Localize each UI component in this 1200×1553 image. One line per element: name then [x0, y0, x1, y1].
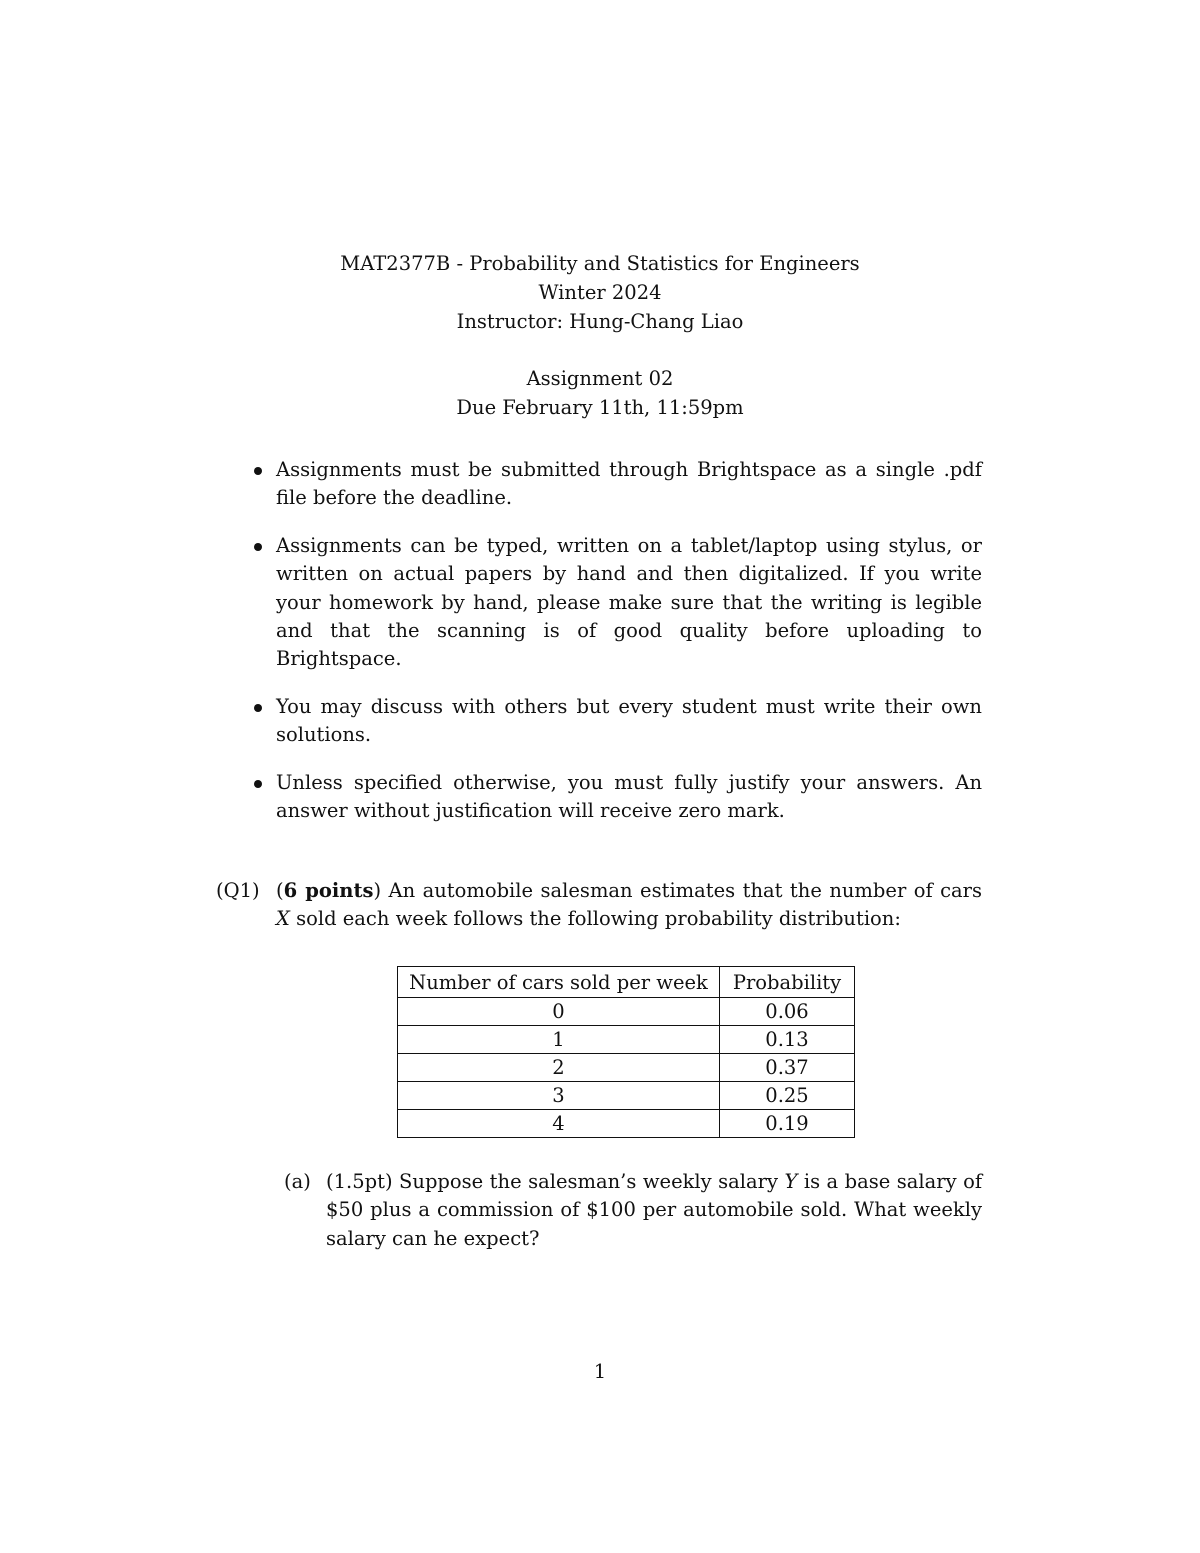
instruction-text: Assignments must be submitted through Brightspace as a single .pdf file before the deadline. — [276, 458, 982, 510]
instruction-item — [252, 693, 982, 750]
instruction-item — [252, 532, 982, 674]
instructions-list — [252, 456, 982, 844]
instructor: Instructor: Hung-Chang Liao — [456, 310, 744, 333]
subquestion-text-part1: Suppose the salesman’s weekly salary — [399, 1170, 778, 1193]
instruction-text: Unless specified otherwise, you must fully justify your answers. An answer without justification will receive zero mark. — [276, 770, 982, 823]
bullet-icon — [254, 780, 262, 788]
probability-cell: 0.13 — [720, 1026, 855, 1054]
question-points: 6 points — [283, 879, 374, 902]
course-title: MAT2377B - Probability and Statistics for Engineers — [340, 252, 860, 275]
cars-cell: 4 — [398, 1110, 720, 1138]
table-header-row — [398, 967, 855, 998]
probability-cell: 0.25 — [720, 1082, 855, 1110]
table-row — [398, 998, 855, 1026]
table-row — [398, 1054, 855, 1082]
variable-x: X — [276, 907, 290, 931]
probability-cell: 0.19 — [720, 1110, 855, 1138]
cars-cell: 1 — [398, 1026, 720, 1054]
instruction-item — [252, 769, 982, 826]
cars-cell: 2 — [398, 1054, 720, 1082]
cars-cell: 0 — [398, 998, 720, 1026]
subquestion-text — [326, 1168, 982, 1253]
question-number: (Q1) — [216, 879, 260, 902]
question-1 — [216, 877, 982, 934]
document-header — [0, 249, 1200, 336]
instruction-text: Assignments can be typed, written on a tablet/laptop using stylus, or written on actual papers by hand and then digitalized. If you write your homework by hand, please make sure that the writing is legible and that the scanning is of good quality before uploading to Brightspace. — [276, 533, 982, 671]
subquestion-text-part2: is a base salary of $50 plus a commission of $100 per automobile sold. What weekly salary can he expect? — [326, 1170, 983, 1250]
subquestion-label: (a) — [284, 1170, 311, 1193]
subquestion-points: (1.5pt) — [326, 1170, 393, 1193]
bullet-icon — [254, 467, 262, 475]
probability-cell: 0.37 — [720, 1054, 855, 1082]
instruction-text: You may discuss with others but every student must write their own solutions. — [276, 694, 982, 747]
question-text-part2: sold each week follows the following probability distribution: — [296, 907, 901, 931]
question-1a — [284, 1168, 982, 1253]
question-text-part1: An automobile salesman estimates that the number of cars — [388, 879, 982, 902]
header-probability: Probability — [720, 967, 855, 998]
term: Winter 2024 — [538, 281, 662, 304]
assignment-header — [0, 364, 1200, 422]
table-row — [398, 1110, 855, 1138]
cars-cell: 3 — [398, 1082, 720, 1110]
table-row — [398, 1026, 855, 1054]
instruction-item — [252, 456, 982, 513]
due-date: Due February 11th, 11:59pm — [456, 396, 744, 419]
bullet-icon — [254, 543, 262, 551]
probability-table — [397, 966, 855, 1138]
assignment-title: Assignment 02 — [526, 367, 674, 390]
variable-y: Y — [784, 1170, 798, 1193]
question-text: (6 points) An automobile salesman estimates that the number of cars X sold each week follows the following probability distribution: — [276, 879, 982, 931]
header-cars-sold: Number of cars sold per week — [398, 967, 720, 998]
bullet-icon — [254, 704, 262, 712]
table-row — [398, 1082, 855, 1110]
probability-cell: 0.06 — [720, 998, 855, 1026]
page-number: 1 — [593, 1360, 607, 1383]
